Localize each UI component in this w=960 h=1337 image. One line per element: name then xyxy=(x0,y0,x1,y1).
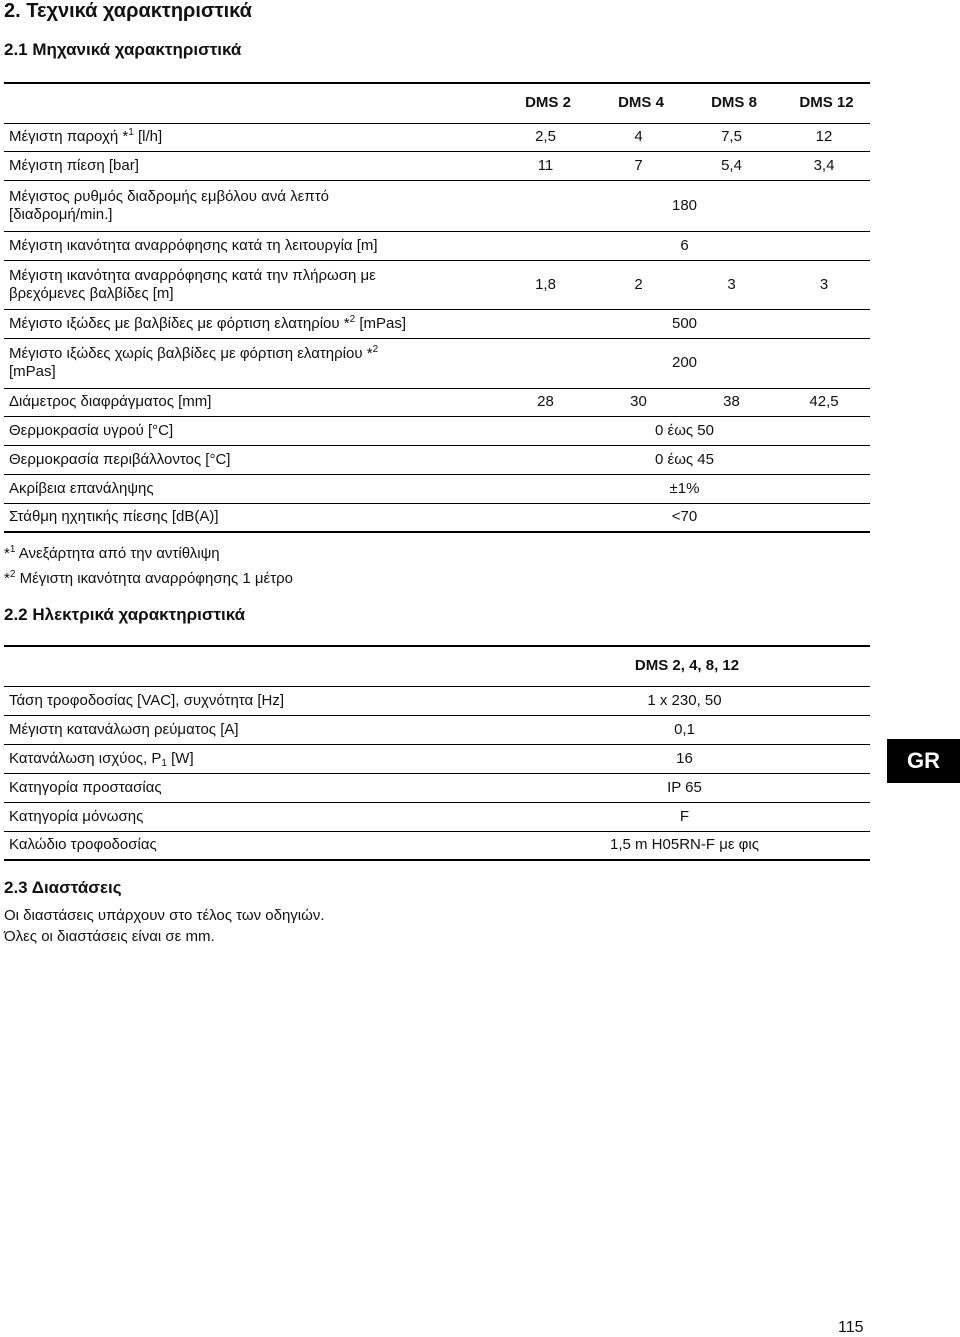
table-row xyxy=(4,388,870,416)
cell-value: ±1% xyxy=(499,474,870,503)
cell-value: 16 xyxy=(499,744,870,773)
table-row xyxy=(4,715,870,744)
table-row xyxy=(4,309,870,338)
row-label: Μέγιστο ιξώδες χωρίς βαλβίδες με φόρτιση ελατηρίου *$^2$ [mPas] xyxy=(4,338,499,388)
table-row xyxy=(4,231,870,260)
cell-value: 7 xyxy=(592,151,685,180)
section-title-electrical: 2.2 Ηλεκτρικά χαρακτηριστικά xyxy=(4,605,246,624)
cell-value: 0 έως 45 xyxy=(499,445,870,474)
row-label: Μέγιστη κατανάλωση ρεύματος [A] xyxy=(4,715,499,744)
table-row xyxy=(4,831,870,860)
footnotes xyxy=(4,541,293,591)
table-row xyxy=(4,744,870,773)
table-header-row xyxy=(4,646,870,686)
cell-value: 11 xyxy=(499,151,592,180)
section-title-mechanical: 2.1 Μηχανικά χαρακτηριστικά xyxy=(4,40,242,59)
language-tab: GR xyxy=(887,739,960,783)
cell-value: 1,8 xyxy=(499,260,592,309)
section-title-dimensions: 2.3 Διαστάσεις xyxy=(4,878,122,897)
cell-value: 1 x 230, 50 xyxy=(499,686,870,715)
cell-value: 2,5 xyxy=(499,123,592,151)
cell-value: 3,4 xyxy=(778,151,870,180)
cell-value: 0 έως 50 xyxy=(499,416,870,445)
cell-value: 38 xyxy=(685,388,778,416)
row-label: Θερμοκρασία υγρού [°C] xyxy=(4,416,499,445)
row-label: Καλώδιο τροφοδοσίας xyxy=(4,831,499,860)
cell-value: 42,5 xyxy=(778,388,870,416)
footnote: *$^1$ Ανεξάρτητα από την αντίθλιψη xyxy=(4,544,220,562)
table-row xyxy=(4,180,870,231)
row-label: Διάμετρος διαφράγματος [mm] xyxy=(4,388,499,416)
table-row xyxy=(4,260,870,309)
cell-value: 0,1 xyxy=(499,715,870,744)
row-label: Στάθμη ηχητικής πίεσης [dB(A)] xyxy=(4,503,499,532)
table-row xyxy=(4,773,870,802)
mechanical-spec-table xyxy=(4,82,870,533)
cell-value: 7,5 xyxy=(685,123,778,151)
cell-value: 1,5 m H05RN-F με φις xyxy=(499,831,870,860)
table-row xyxy=(4,686,870,715)
table-row xyxy=(4,416,870,445)
row-label: Μέγιστη ικανότητα αναρρόφησης κατά τη λειτουργία [m] xyxy=(4,231,499,260)
table-row xyxy=(4,503,870,532)
cell-value: 12 xyxy=(778,123,870,151)
footnote: *$^2$ Μέγιστη ικανότητα αναρρόφησης 1 μέτρο xyxy=(4,569,294,587)
row-label: Κατηγορία προστασίας xyxy=(4,773,499,802)
page-heading: 2. Τεχνικά χαρακτηριστικά xyxy=(4,0,252,22)
cell-value: 30 xyxy=(592,388,685,416)
cell-value: 2 xyxy=(592,260,685,309)
row-label: Μέγιστος ρυθμός διαδρομής εμβόλου ανά λεπτό [διαδρομή/min.] xyxy=(4,180,499,231)
table-row xyxy=(4,445,870,474)
row-label: Μέγιστη ικανότητα αναρρόφησης κατά την πλήρωση με βρεχόμενες βαλβίδες [m] xyxy=(4,260,499,309)
text-line: Οι διαστάσεις υπάρχουν στο τέλος των οδηγιών. xyxy=(4,907,325,924)
cell-value: 500 xyxy=(499,309,870,338)
cell-value: IP 65 xyxy=(499,773,870,802)
text-line: Όλες οι διαστάσεις είναι σε mm. xyxy=(4,928,215,945)
column-header: DMS 12 xyxy=(778,83,870,123)
dimensions-text xyxy=(4,905,325,947)
table-row xyxy=(4,151,870,180)
row-label: Θερμοκρασία περιβάλλοντος [°C] xyxy=(4,445,499,474)
cell-value: 6 xyxy=(499,231,870,260)
cell-value: 28 xyxy=(499,388,592,416)
row-label: Μέγιστη πίεση [bar] xyxy=(4,151,499,180)
cell-value: F xyxy=(499,802,870,831)
table-row xyxy=(4,474,870,503)
row-label: Κατηγορία μόνωσης xyxy=(4,802,499,831)
table-row xyxy=(4,338,870,388)
cell-value: 180 xyxy=(499,180,870,231)
cell-value: 3 xyxy=(685,260,778,309)
cell-value: 5,4 xyxy=(685,151,778,180)
column-header: DMS 4 xyxy=(592,83,685,123)
page-number: 115 xyxy=(838,1319,864,1336)
table-row xyxy=(4,123,870,151)
table-row xyxy=(4,802,870,831)
row-label: Τάση τροφοδοσίας [VAC], συχνότητα [Hz] xyxy=(4,686,499,715)
electrical-spec-table xyxy=(4,645,870,861)
row-label: Κατανάλωση ισχύος, $P_1$ [W] xyxy=(4,744,499,773)
row-label: Μέγιστη παροχή *$^1$ [l/h] xyxy=(4,123,499,151)
column-header: DMS 8 xyxy=(685,83,778,123)
cell-value: 3 xyxy=(778,260,870,309)
table-header-row xyxy=(4,83,870,123)
column-header: DMS 2, 4, 8, 12 xyxy=(499,646,870,686)
row-label: Μέγιστο ιξώδες με βαλβίδες με φόρτιση ελατηρίου *$^2$ [mPas] xyxy=(4,309,499,338)
column-header: DMS 2 xyxy=(499,83,592,123)
cell-value: <70 xyxy=(499,503,870,532)
cell-value: 4 xyxy=(592,123,685,151)
cell-value: 200 xyxy=(499,338,870,388)
row-label: Ακρίβεια επανάληψης xyxy=(4,474,499,503)
